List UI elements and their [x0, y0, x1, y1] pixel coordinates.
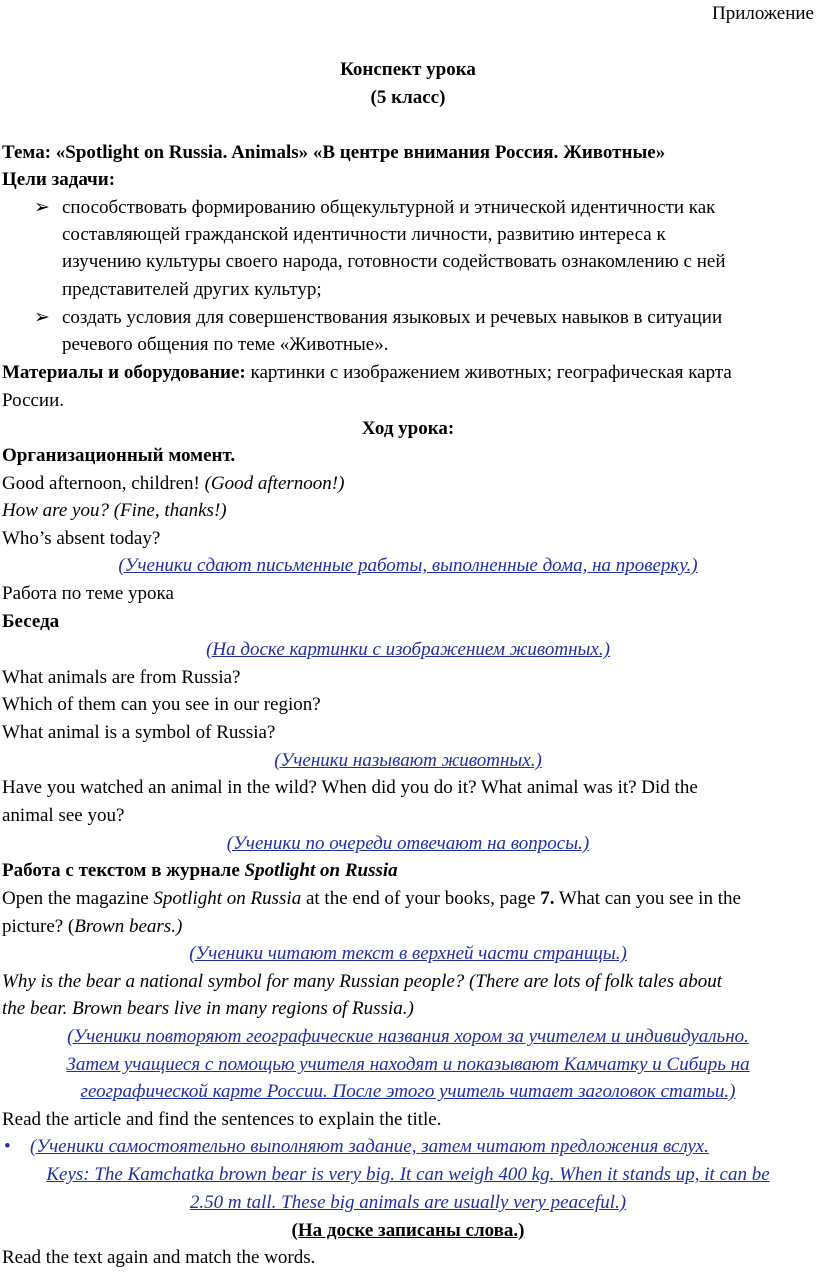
question-line: What animal is a symbol of Russia?	[2, 722, 276, 743]
arrow-bullet-icon: ➢	[34, 307, 50, 328]
materials-line: Материалы и оборудование: картинки с изображением животных; географическая карта	[2, 362, 732, 383]
topic-label: Тема:	[2, 142, 52, 163]
conversation-heading: Беседа	[2, 611, 60, 632]
text-work-heading: Работа с текстом в журнале Spotlight on Russia	[2, 860, 398, 881]
lesson-course-heading: Ход урока:	[361, 418, 455, 439]
org-moment-heading: Организационный момент.	[2, 445, 236, 466]
grade-label: (5 класс)	[370, 87, 446, 108]
board-words-note: (На доске записаны слова.)	[291, 1220, 525, 1241]
instruction-line: Open the magazine Spotlight on Russia at the end of your books, page 7. What can you see in the	[2, 888, 741, 909]
appendix-label: Приложение	[712, 3, 814, 24]
question-line: Have you watched an animal in the wild? When did you do it? What animal was it? Did the	[2, 777, 698, 798]
absent-line: Who’s absent today?	[2, 528, 161, 549]
question-line: Why is the bear a national symbol for many Russian people? (There are lots of folk tales about	[2, 971, 722, 992]
arrow-bullet-icon: ➢	[34, 197, 50, 218]
document-title: Конспект урока	[340, 59, 476, 80]
instruction-line: Read the text again and match the words.	[2, 1247, 316, 1268]
bullet-dot-icon: •	[4, 1136, 11, 1157]
teacher-note: (Ученики по очереди отвечают на вопросы.)	[226, 833, 590, 854]
how-are-you-line: How are you? (Fine, thanks!)	[2, 500, 227, 521]
topic-line	[2, 139, 814, 166]
topic-work-line: Работа по теме урока	[2, 583, 174, 604]
teacher-note: (Ученики сдают письменные работы, выполненные дома, на проверку.)	[118, 555, 698, 576]
teacher-note: (На доске картинки с изображением животных.)	[206, 639, 610, 660]
goals-label: Цели задачи:	[2, 169, 116, 190]
teacher-note: (Ученики читают текст в верхней части страницы.)	[189, 943, 627, 964]
teacher-note: (Ученики называют животных.)	[274, 750, 542, 771]
question-line: Which of them can you see in our region?	[2, 694, 321, 715]
question-line: What animals are from Russia?	[2, 667, 241, 688]
teacher-note: (Ученики повторяют географические названия хором за учителем и индивидуально.	[67, 1026, 749, 1047]
topic-text: «Spotlight on Russia. Animals» «В центре внимания Россия. Животные»	[55, 142, 666, 163]
greeting-line: Good afternoon, children! (Good afternoon!)	[2, 473, 345, 494]
instruction-line: Read the article and find the sentences to explain the title.	[2, 1109, 442, 1130]
